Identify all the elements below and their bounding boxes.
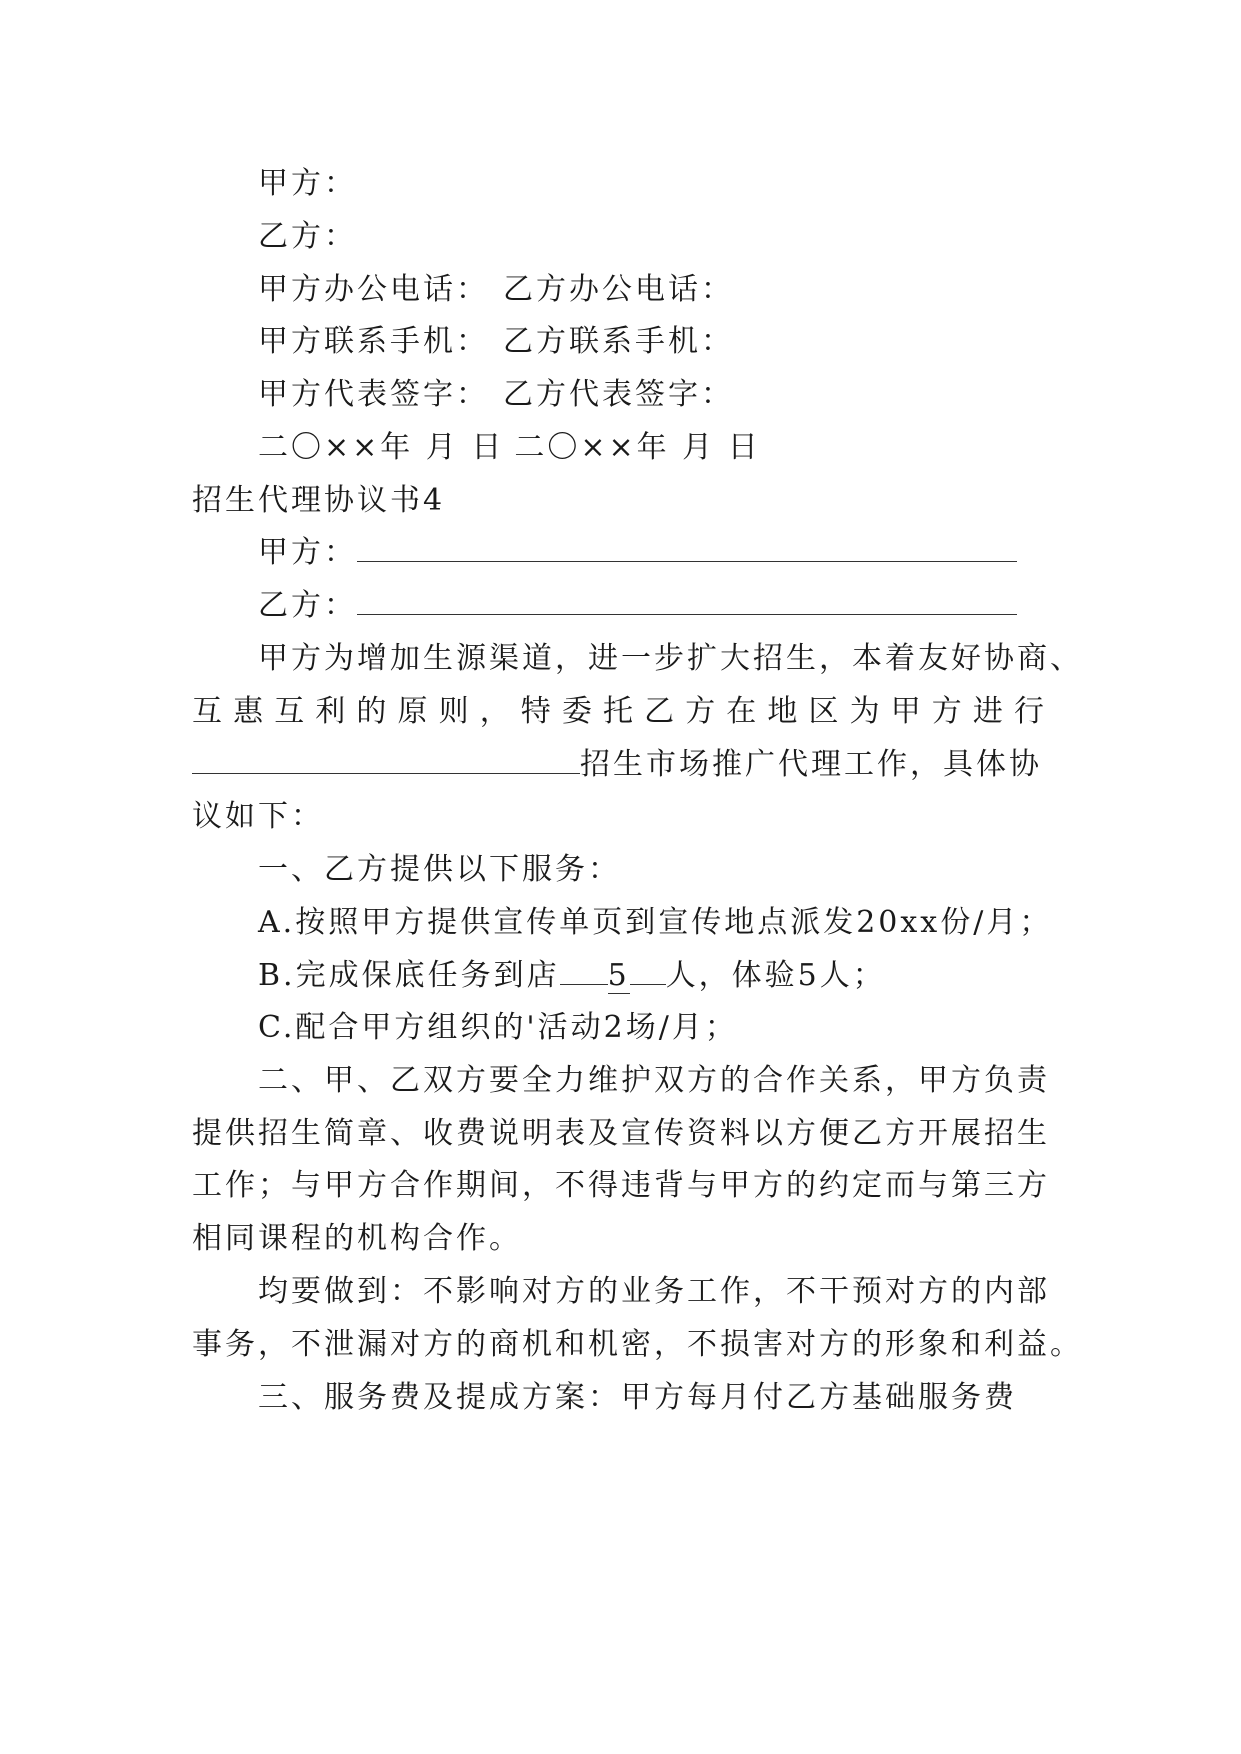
party-b-label: 乙方：	[258, 588, 357, 623]
section-1-heading: 一、乙方提供以下服务：	[258, 852, 621, 887]
item-b-blank-left	[560, 962, 608, 985]
sign-a-label: 甲方代表签字：	[258, 377, 489, 412]
party-a-line	[258, 533, 1017, 573]
section-1-item-a: A.按照甲方提供宣传单页到宣传地点派发20xx份/月；	[258, 905, 1053, 940]
section-2-line-3: 工作；与甲方合作期间，不得违背与甲方的约定而与第三方	[192, 1168, 1050, 1203]
intro-line-2: 互惠互利的原则，特委托乙方在地区为甲方进行	[192, 694, 1047, 729]
intro-line-3-tail: 招生市场推广代理工作，具体协	[580, 747, 1042, 782]
signature-line	[258, 375, 734, 415]
office-phone-a-label: 甲方办公电话：	[258, 272, 489, 307]
party-b-blank	[357, 592, 1017, 615]
mobile-a-label: 甲方联系手机：	[258, 324, 489, 359]
requirement-line-2: 事务，不泄漏对方的商机和机密，不损害对方的形象和利益。	[192, 1327, 1083, 1362]
party-a-blank	[357, 539, 1017, 562]
signature-party-b: 乙方：	[258, 219, 357, 254]
intro-line-4: 议如下：	[192, 799, 324, 834]
date-b: 二〇××年 月 日	[514, 430, 761, 465]
section-2-line-1: 二、甲、乙双方要全力维护双方的合作关系，甲方负责	[258, 1063, 1050, 1098]
date-line	[258, 428, 761, 468]
office-phone-b-label: 乙方办公电话：	[503, 272, 734, 307]
item-b-blank-right	[630, 962, 666, 985]
intro-line-3	[192, 745, 1042, 785]
office-phone-line	[258, 270, 734, 310]
item-b-prefix: B.完成保底任务到店	[258, 958, 560, 993]
section-2-line-2: 提供招生简章、收费说明表及宣传资料以方便乙方开展招生	[192, 1116, 1050, 1151]
agreement-title: 招生代理协议书4	[192, 483, 446, 518]
sign-b-label: 乙方代表签字：	[503, 377, 734, 412]
mobile-b-label: 乙方联系手机：	[503, 324, 734, 359]
signature-party-a: 甲方：	[258, 166, 357, 201]
date-a: 二〇××年 月 日	[258, 430, 505, 465]
intro-line-1: 甲方为增加生源渠道，进一步扩大招生，本着友好协商、	[258, 641, 1083, 676]
item-b-value: 5	[607, 958, 630, 993]
party-b-line	[258, 586, 1017, 626]
region-blank	[192, 751, 580, 774]
section-1-item-c: C.配合甲方组织的'活动2场/月；	[258, 1010, 738, 1045]
requirement-line-1: 均要做到：不影响对方的业务工作，不干预对方的内部	[258, 1274, 1050, 1309]
mobile-line	[258, 322, 734, 362]
section-2-line-4: 相同课程的机构合作。	[192, 1221, 522, 1256]
item-b-suffix: 人，体验5人；	[665, 958, 886, 993]
party-a-label: 甲方：	[258, 535, 357, 570]
section-3-line-1: 三、服务费及提成方案：甲方每月付乙方基础服务费	[258, 1380, 1017, 1415]
section-1-item-b	[258, 956, 886, 996]
